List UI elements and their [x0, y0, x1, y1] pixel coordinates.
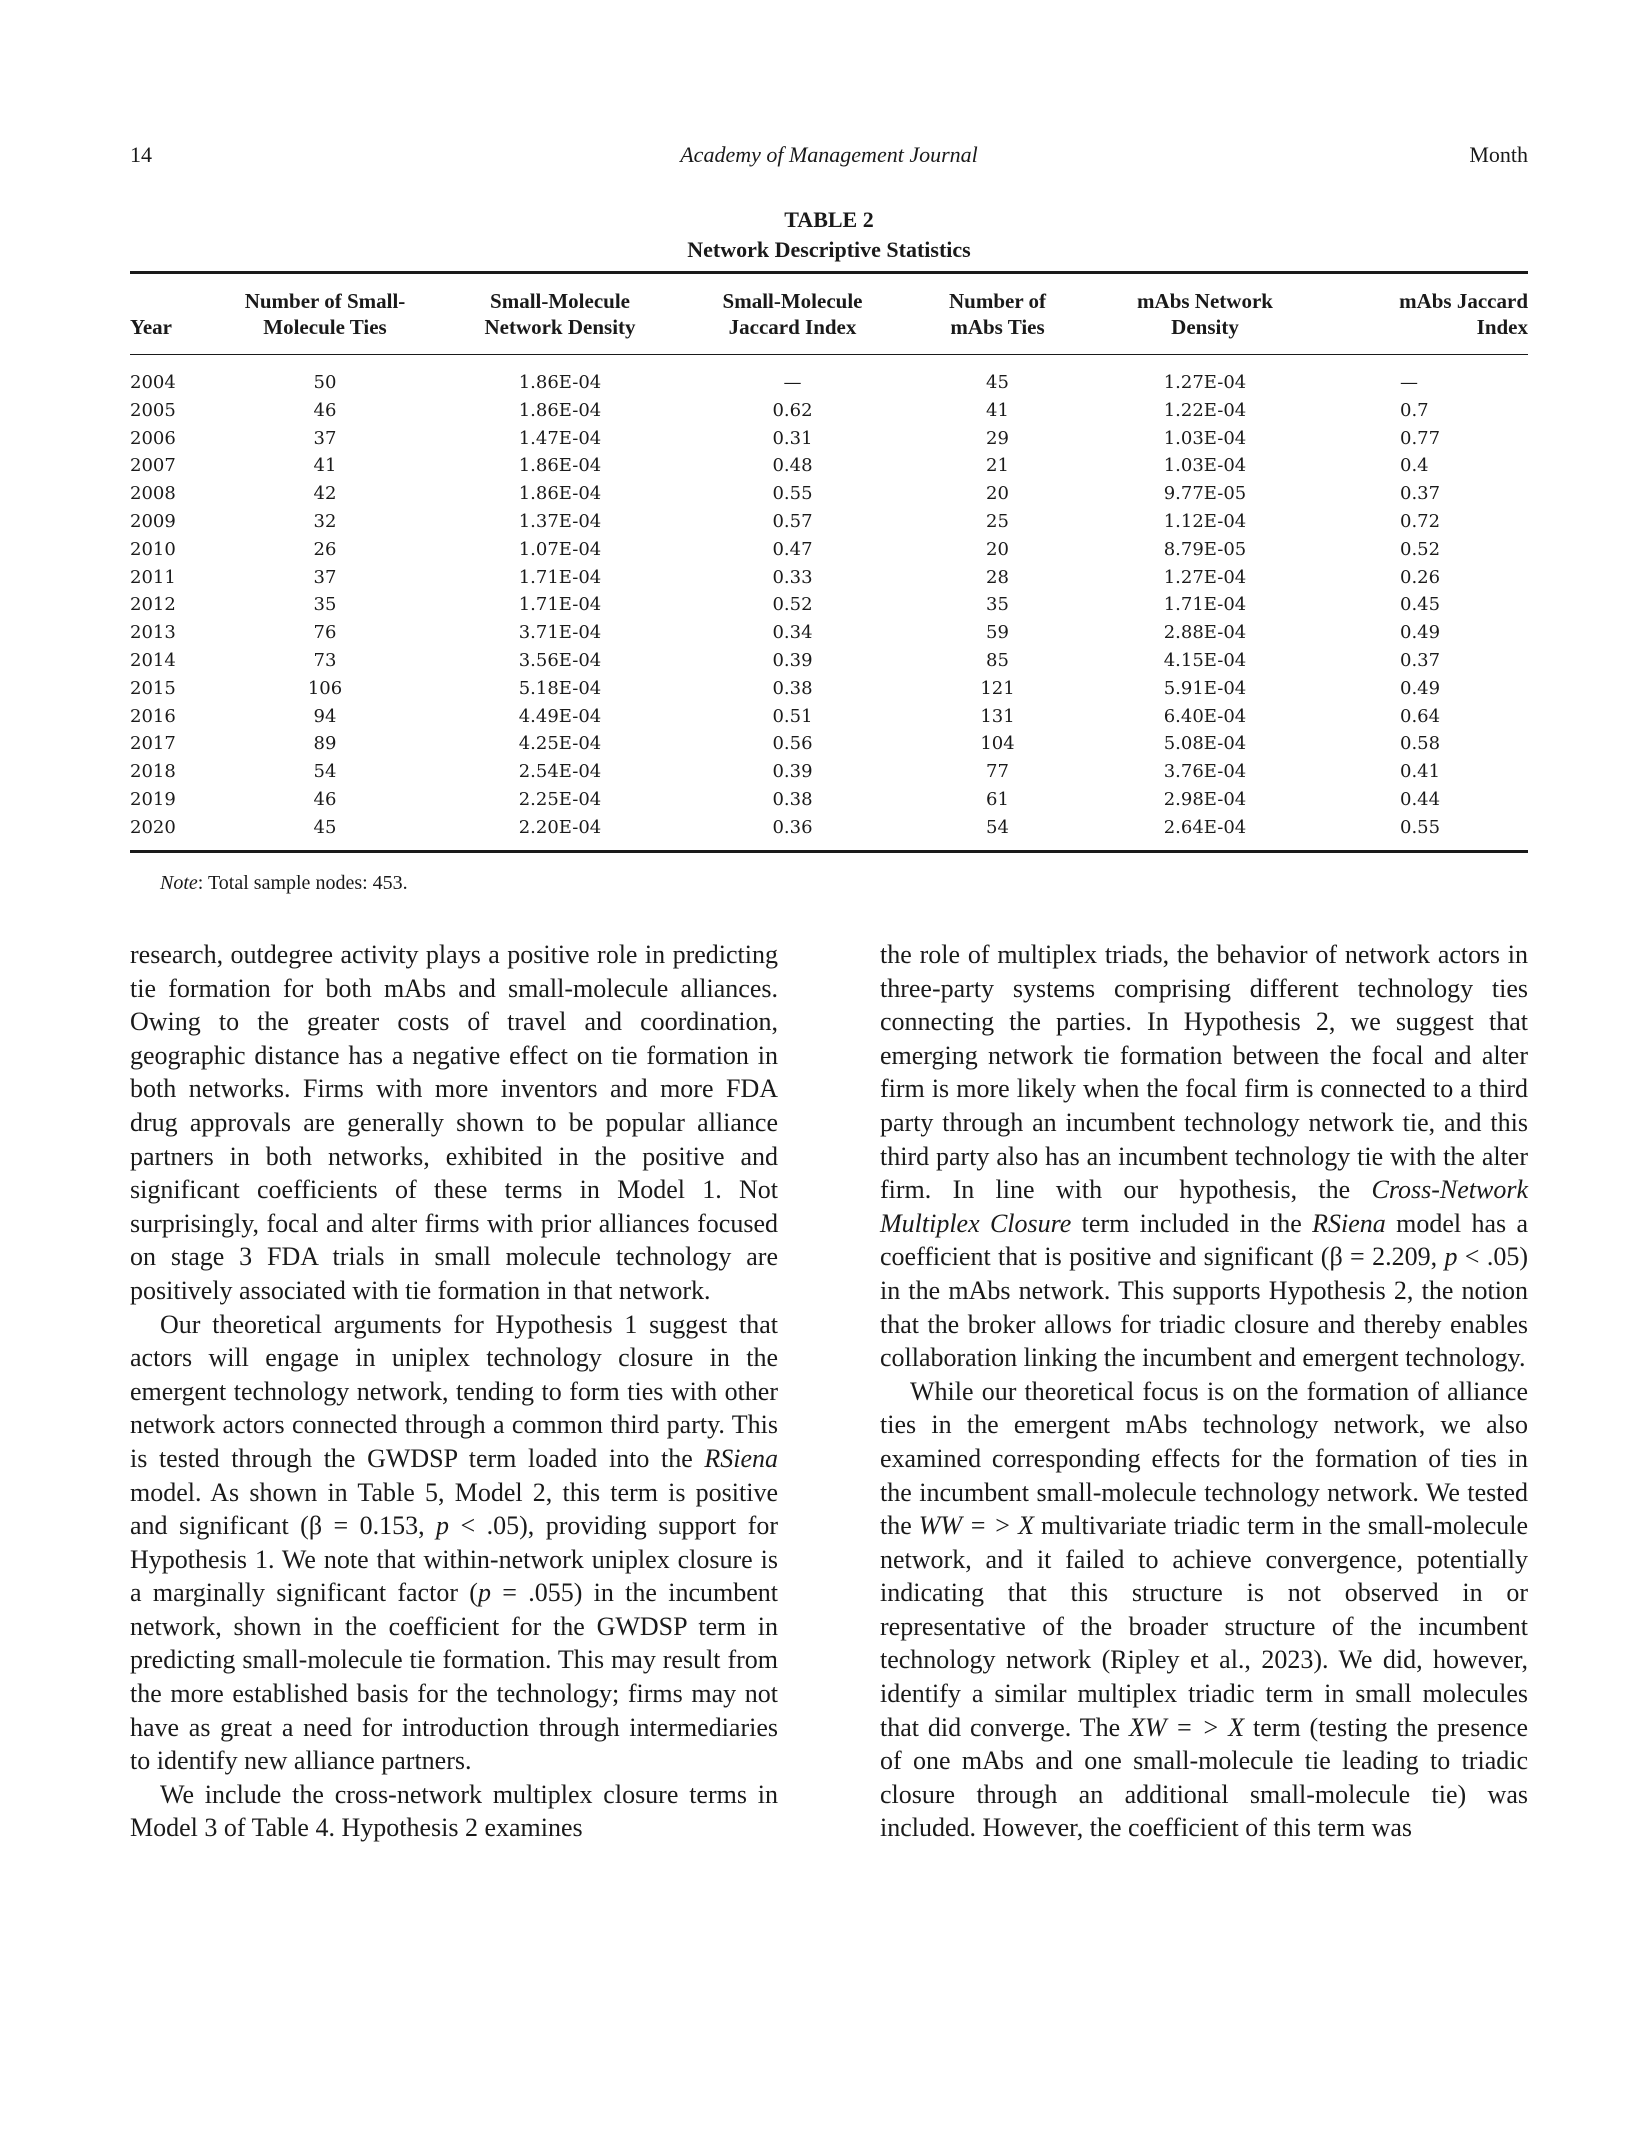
- table-cell: 1.71E-04: [518, 594, 602, 616]
- table-cell: 1.37E-04: [518, 510, 602, 532]
- table-cell: 0.26: [1400, 566, 1441, 588]
- table-cell: 85: [986, 649, 1009, 671]
- table-cell: 42: [313, 483, 337, 505]
- table-cell: 1.71E-04: [1163, 594, 1247, 616]
- table-cell: 1.27E-04: [1163, 566, 1247, 588]
- table-cell: 1.86E-04: [518, 399, 602, 421]
- network-statistics-table: [130, 271, 1528, 853]
- table-cell: 0.37: [1400, 649, 1441, 671]
- table-title: Network Descriptive Statistics: [687, 237, 971, 262]
- table-body: [130, 355, 1528, 852]
- table-cell: —: [783, 372, 802, 393]
- table-cell: 0.62: [772, 399, 813, 421]
- table-cell: 1.86E-04: [518, 372, 602, 393]
- left-column: [130, 938, 778, 1845]
- table-cell: 0.52: [772, 594, 813, 616]
- table-cell: 4.49E-04: [518, 705, 602, 727]
- table-cell: 2017: [130, 733, 176, 755]
- table-cell: —: [1400, 372, 1418, 393]
- table-cell: 2005: [130, 399, 176, 421]
- table-row: [130, 619, 1528, 647]
- table-label: TABLE 2: [784, 207, 874, 232]
- table-cell: 25: [986, 510, 1009, 532]
- table-cell: 20: [986, 538, 1009, 560]
- table-cell: 76: [313, 622, 337, 644]
- table-cell: 77: [986, 761, 1009, 783]
- table-cell: 2013: [130, 622, 176, 644]
- right-paragraph-1: the role of multiplex triads, the behavior of network actors in three-party systems comprising different technology ties connecting the parties. In Hypothesis 2, we suggest that emerging network tie formation between the focal and alter firm is more likely when the focal firm is connected to a third party through an incumbent technology network tie, and this third party also has an incumbent technology tie with the alter firm. In line with our hypothesis, the Cross-Network Multiplex Closure term included in the RSiena model has a coefficient that is positive and significant (β = 2.209, p < .05) in the mAbs network. This supports Hypothesis 2, the notion that the broker allows for triadic closure and thereby enables collaboration linking the incumbent and emergent technology.: [880, 940, 1528, 1373]
- table-row: [130, 675, 1528, 703]
- left-paragraph-2: Our theoretical arguments for Hypothesis 1 suggest that actors will engage in uniplex technology closure in the emergent technology network, tending to form ties with other network actors connected through a common third party. This is tested through the GWDSP term loaded into the RSiena model. As shown in Table 5, Model 2, this term is positive and significant (β = 0.153, p < .05), providing support for Hypothesis 1. We note that within-network uniplex closure is a marginally significant factor (p = .055) in the incumbent network, shown in the coefficient for the GWDSP term in predicting small-molecule tie formation. This may result from the more established basis for the technology; firms may not have as great a need for introduction through intermediaries to identify new alliance partners.: [130, 1309, 778, 1776]
- header-year: Year: [130, 273, 210, 355]
- table-cell: 2010: [130, 538, 176, 560]
- table-cell: 0.4: [1400, 455, 1429, 477]
- table-cell: 5.91E-04: [1163, 677, 1247, 699]
- header-sm-jaccard: Small-Molecule Jaccard Index: [680, 273, 905, 355]
- table-row: [130, 355, 1528, 397]
- table-cell: 41: [313, 455, 337, 477]
- table-cell: 6.40E-04: [1163, 705, 1247, 727]
- table-cell: 35: [313, 594, 337, 616]
- table-cell: 1.27E-04: [1163, 372, 1247, 393]
- table-cell: 0.49: [1400, 677, 1441, 699]
- table-row: [130, 814, 1528, 851]
- table-cell: 0.44: [1400, 788, 1441, 810]
- table-cell: 0.56: [772, 733, 813, 755]
- table-cell: 2.64E-04: [1090, 814, 1320, 851]
- table-cell: 0.72: [1400, 510, 1441, 532]
- table-cell: 104: [980, 733, 1015, 755]
- table-row: [130, 508, 1528, 536]
- table-cell: 1.86E-04: [518, 483, 602, 505]
- table-cell: 0.77: [1400, 427, 1441, 449]
- table-cell: 46: [313, 788, 337, 810]
- table-row: [130, 452, 1528, 480]
- table-cell: 0.38: [772, 788, 813, 810]
- table-cell: 2006: [130, 427, 176, 449]
- table-cell: 37: [313, 427, 337, 449]
- table-row: [130, 564, 1528, 592]
- running-head: [130, 142, 1528, 172]
- table-cell: 2009: [130, 510, 176, 532]
- table-cell: 0.49: [1400, 622, 1441, 644]
- table-cell: 32: [313, 510, 337, 532]
- table-cell: 2008: [130, 483, 176, 505]
- table-cell: 0.64: [1400, 705, 1441, 727]
- table-cell: 28: [986, 566, 1009, 588]
- table-row: [130, 397, 1528, 425]
- table-cell: 0.31: [772, 427, 813, 449]
- table-cell: 41: [986, 399, 1009, 421]
- table-cell: 4.15E-04: [1163, 649, 1247, 671]
- table-cell: 37: [313, 566, 337, 588]
- table-cell: 26: [313, 538, 337, 560]
- table-cell: 2011: [130, 566, 176, 588]
- table-cell: 1.12E-04: [1163, 510, 1247, 532]
- table-row: [130, 786, 1528, 814]
- table-cell: 0.41: [1400, 761, 1441, 783]
- table-cell: 0.39: [772, 649, 813, 671]
- table-cell: 5.18E-04: [518, 677, 602, 699]
- table-cell: 0.51: [772, 705, 813, 727]
- table-cell: 2.25E-04: [518, 788, 602, 810]
- table-cell: 50: [313, 372, 337, 393]
- table-cell: 0.57: [772, 510, 813, 532]
- table-cell: 0.52: [1400, 538, 1441, 560]
- table-cell: 1.71E-04: [518, 566, 602, 588]
- table-cell: 2.88E-04: [1163, 622, 1247, 644]
- table-cell: 2.54E-04: [518, 761, 602, 783]
- header-mabs-jaccard: mAbs Jaccard Index: [1320, 273, 1528, 355]
- table-cell: 45: [210, 814, 440, 851]
- table-row: [130, 425, 1528, 453]
- table-cell: 4.25E-04: [518, 733, 602, 755]
- table-cell: 8.79E-05: [1163, 538, 1247, 560]
- page-number: 14: [130, 142, 152, 167]
- table-cell: 0.36: [680, 814, 905, 851]
- table-row: [130, 758, 1528, 786]
- left-paragraph-3: We include the cross-network multiplex closure terms in Model 3 of Table 4. Hypothesis 2 examines: [130, 1779, 778, 1843]
- table-cell: 3.76E-04: [1163, 761, 1247, 783]
- table-cell: 2020: [130, 814, 210, 851]
- note-label: Note: [160, 872, 198, 894]
- issue-month: Month: [1469, 142, 1528, 167]
- table-cell: 121: [980, 677, 1015, 699]
- right-paragraph-2: While our theoretical focus is on the formation of alliance ties in the emergent mAbs technology network, we also examined corresponding effects for the formation of ties in the incumbent small-molecule technology network. We tested the WW = > X multivariate triadic term in the small-molecule network, and it failed to achieve convergence, potentially indicating that this structure is not observed in or representative of the broader structure of the incumbent technology network (Ripley et al., 2023). We did, however, identify a similar multiplex triadic term in small molecules that did converge. The XW = > X term (testing the presence of one mAbs and one small-molecule tie leading to triadic closure through an additional small-molecule tie) was included. However, the coefficient of this term was: [880, 1376, 1528, 1843]
- table-cell: 2.98E-04: [1163, 788, 1247, 810]
- table-cell: 0.34: [772, 622, 813, 644]
- table-cell: 0.7: [1400, 399, 1429, 421]
- left-paragraph-1: research, outdegree activity plays a positive role in predicting tie formation for both mAbs and small-molecule alliances. Owing to the greater costs of travel and coordination, geographic distance has a negative effect on tie formation in both networks. Firms with more inventors and more FDA drug approvals are generally shown to be popular alliance partners in both networks, exhibited in the positive and significant coefficients of these terms in Model 1. Not surprisingly, focal and alter firms with prior alliances focused on stage 3 FDA trials in small molecule technology are positively associated with tie formation in that network.: [130, 940, 778, 1305]
- table-cell: 0.38: [772, 677, 813, 699]
- table-row: [130, 591, 1528, 619]
- table-cell: 2012: [130, 594, 176, 616]
- table-cell: 1.03E-04: [1163, 455, 1247, 477]
- table-cell: 2.20E-04: [440, 814, 680, 851]
- table-cell: 0.47: [772, 538, 813, 560]
- table-note: [160, 872, 408, 895]
- table-cell: 0.48: [772, 455, 813, 477]
- table-header-row: [130, 273, 1528, 355]
- table-cell: 35: [986, 594, 1009, 616]
- table-cell: 2007: [130, 455, 176, 477]
- table-cell: 21: [986, 455, 1009, 477]
- table-cell: 61: [986, 788, 1009, 810]
- table-cell: 46: [313, 399, 337, 421]
- table-cell: 1.22E-04: [1163, 399, 1247, 421]
- table-cell: 73: [313, 649, 337, 671]
- table-cell: 2015: [130, 677, 176, 699]
- table-cell: 0.39: [772, 761, 813, 783]
- table-cell: 89: [313, 733, 337, 755]
- note-text: : Total sample nodes: 453.: [197, 872, 408, 894]
- table-cell: 2004: [130, 372, 176, 393]
- table-cell: 0.37: [1400, 483, 1441, 505]
- table-cell: 54: [313, 761, 337, 783]
- table-cell: 0.55: [1320, 814, 1528, 851]
- table-cell: 2016: [130, 705, 176, 727]
- table-cell: 59: [986, 622, 1009, 644]
- table-cell: 0.45: [1400, 594, 1441, 616]
- table-cell: 3.71E-04: [518, 622, 602, 644]
- table-cell: 106: [307, 677, 343, 699]
- table-row: [130, 730, 1528, 758]
- table-cell: 94: [313, 705, 337, 727]
- table-2: [130, 205, 1528, 853]
- table-cell: 20: [986, 483, 1009, 505]
- right-column: [880, 938, 1528, 1845]
- table-row: [130, 536, 1528, 564]
- table-cell: 2018: [130, 761, 176, 783]
- table-row: [130, 480, 1528, 508]
- header-sm-density: Small-Molecule Network Density: [440, 273, 680, 355]
- table-cell: 1.86E-04: [518, 455, 602, 477]
- table-row: [130, 703, 1528, 731]
- header-mabs-ties: Number of mAbs Ties: [905, 273, 1090, 355]
- table-cell: 0.55: [772, 483, 813, 505]
- table-cell: 45: [986, 372, 1009, 393]
- table-cell: 1.03E-04: [1163, 427, 1247, 449]
- table-cell: 0.58: [1400, 733, 1441, 755]
- table-row: [130, 647, 1528, 675]
- table-cell: 0.33: [772, 566, 813, 588]
- table-cell: 2019: [130, 788, 176, 810]
- header-sm-ties: Number of Small- Molecule Ties: [210, 273, 440, 355]
- header-mabs-density: mAbs Network Density: [1090, 273, 1320, 355]
- table-cell: 3.56E-04: [518, 649, 602, 671]
- table-cell: 2014: [130, 649, 176, 671]
- journal-title: Academy of Management Journal: [680, 142, 978, 167]
- table-cell: 9.77E-05: [1163, 483, 1247, 505]
- table-cell: 1.47E-04: [518, 427, 602, 449]
- table-cell: 131: [980, 705, 1015, 727]
- table-cell: 29: [986, 427, 1009, 449]
- table-cell: 1.07E-04: [518, 538, 602, 560]
- table-cell: 5.08E-04: [1163, 733, 1247, 755]
- table-cell: 54: [905, 814, 1090, 851]
